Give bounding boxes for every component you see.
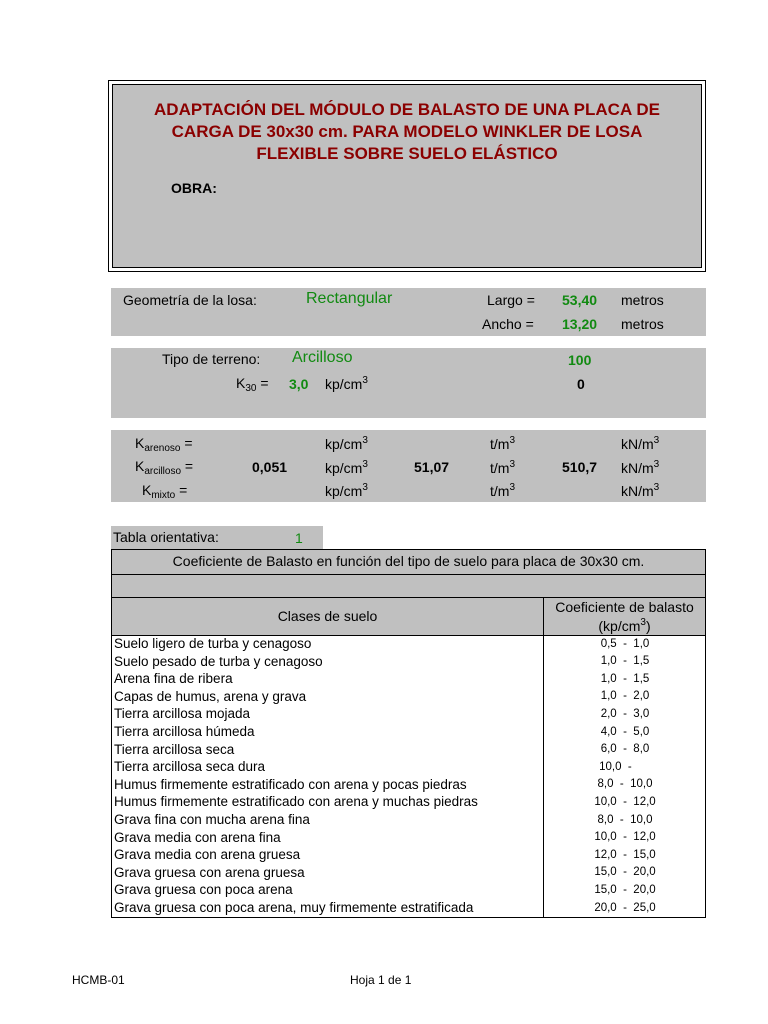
k-arcilloso-label: $K_{arcilloso}$ = xyxy=(135,458,194,477)
table-row-clase: Tierra arcillosa mojada xyxy=(114,706,251,722)
ancho-unit: metros xyxy=(621,316,664,332)
table-row-valor: 4,0 - 5,0 xyxy=(600,725,650,738)
geometry-value: Rectangular xyxy=(306,290,393,307)
footer-page: Hoja 1 de 1 xyxy=(350,973,412,987)
k-mixto-t-unit: $t/m^3$ xyxy=(490,482,516,499)
table-row-clase: Humus firmemente estratificado con arena y muchas piedras xyxy=(114,794,478,810)
ancho-label: Ancho = xyxy=(482,316,534,332)
table-row-valor: 8,0 - 10,0 xyxy=(597,813,653,826)
k-arcilloso-t-unit: $t/m^3$ xyxy=(490,459,516,476)
k-arcilloso-kp-value: 0,051 xyxy=(252,459,288,475)
terrain-label: Tipo de terreno: xyxy=(162,351,261,367)
k-arenoso-kn-unit: $kN/m^3$ xyxy=(621,435,660,452)
table-row-valor: 1,0 - 1,5 xyxy=(600,655,650,668)
k-arcilloso-kp-unit: $kp/cm^3$ xyxy=(325,459,368,476)
table-row-valor: 1,0 - 1,5 xyxy=(600,672,650,685)
terrain-value: Arcilloso xyxy=(292,349,353,366)
table-row-valor: 2,0 - 3,0 xyxy=(600,707,650,720)
table-row-valor: 8,0 - 10,0 xyxy=(597,778,653,791)
table-row-clase: Grava fina con mucha arena fina xyxy=(114,812,310,827)
k-arcilloso-t-value: 51,07 xyxy=(414,459,450,475)
largo-unit: metros xyxy=(621,292,664,308)
table-row-clase: Grava gruesa con poca arena, muy firmemente estratificada xyxy=(114,900,474,915)
title-line-3: FLEXIBLE SOBRE SUELO ELÁSTICO xyxy=(256,144,558,163)
table-row-clase: Grava gruesa con poca arena xyxy=(114,882,293,898)
k-arenoso-label: $K_{arenoso}$ = xyxy=(135,435,193,454)
table-row-clase: Capas de humus, arena y grava xyxy=(114,688,307,704)
ancho-value: 13,20 xyxy=(562,316,598,332)
table-row-valor: 20,0 - 25,0 xyxy=(594,901,656,914)
col-header-clases: Clases de suelo xyxy=(277,608,378,624)
table-row-valor: 6,0 - 8,0 xyxy=(600,743,650,756)
results-panel xyxy=(111,430,706,502)
table-row-valor: 15,0 - 20,0 xyxy=(594,883,656,896)
table-row-valor: 12,0 - 15,0 xyxy=(594,848,656,861)
k-arenoso-kp-unit: $kp/cm^3$ xyxy=(325,435,368,452)
table-row-clase: Tierra arcillosa seca dura xyxy=(114,759,266,775)
title-line-1: ADAPTACIÓN DEL MÓDULO DE BALASTO DE UNA PLACA DE xyxy=(154,100,660,119)
table-row-valor: 15,0 - 20,0 xyxy=(594,866,656,879)
k30-unit: $kp/cm^3$ xyxy=(325,375,368,392)
table-row-valor: 10,0 - 12,0 xyxy=(594,795,656,808)
table-row-clase: Grava media con arena fina xyxy=(114,829,281,845)
table-row-valor: 0,5 - 1,0 xyxy=(600,637,650,650)
k30-value: 3,0 xyxy=(289,376,309,392)
k-arenoso-t-unit: $t/m^3$ xyxy=(490,435,516,452)
table-row-valor: 10,0 - 12,0 xyxy=(594,831,656,844)
table-row-valor: 1,0 - 2,0 xyxy=(600,690,650,703)
table-row-clase: Tierra arcillosa húmeda xyxy=(114,724,255,739)
table-row-valor: 10,0 - xyxy=(599,760,651,773)
table-divider xyxy=(112,574,705,575)
k-arcilloso-kn-value: 510,7 xyxy=(562,459,598,475)
aux-value: 0 xyxy=(577,376,585,392)
table-caption: Coeficiente de Balasto en función del tipo de suelo para placa de 30x30 cm. xyxy=(172,553,645,569)
table-row-clase: Grava media con arena gruesa xyxy=(114,847,301,863)
soil-table xyxy=(111,549,706,918)
k-mixto-label: $K_{mixto}$ = xyxy=(142,482,188,501)
terrain-code: 100 xyxy=(568,352,592,368)
table-row-clase: Arena fina de ribera xyxy=(114,671,233,687)
title-box xyxy=(108,80,706,272)
title-panel xyxy=(112,84,702,268)
table-row-clase: Suelo ligero de turba y cenagoso xyxy=(114,636,312,651)
title-line-2: CARGA DE 30x30 cm. PARA MODELO WINKLER DE LOSA xyxy=(171,122,643,141)
document-title xyxy=(113,99,701,165)
table-row-clase: Grava gruesa con arena gruesa xyxy=(114,864,305,880)
table-label: Tabla orientativa: xyxy=(113,529,219,545)
largo-value: 53,40 xyxy=(562,292,598,308)
k-arcilloso-kn-unit: $kN/m^3$ xyxy=(621,459,660,476)
table-row-clase: Humus firmemente estratificado con arena y pocas piedras xyxy=(114,776,467,792)
geometry-label: Geometría de la losa: xyxy=(123,292,257,308)
table-label-value: 1 xyxy=(295,530,303,546)
footer-code: HCMB-01 xyxy=(72,973,125,987)
col-header-coeficiente: Coeficiente de balasto $(kp/cm^3)$ xyxy=(555,599,694,634)
table-row-clase: Suelo pesado de turba y cenagoso xyxy=(114,653,323,669)
obra-label: OBRA: xyxy=(171,180,217,196)
largo-label: Largo = xyxy=(487,292,535,308)
k-mixto-kp-unit: $kp/cm^3$ xyxy=(325,482,368,499)
k-mixto-kn-unit: $kN/m^3$ xyxy=(621,482,660,499)
table-row-clase: Tierra arcillosa seca xyxy=(114,741,235,757)
k30-label: $K_{30}$ = xyxy=(236,375,269,394)
